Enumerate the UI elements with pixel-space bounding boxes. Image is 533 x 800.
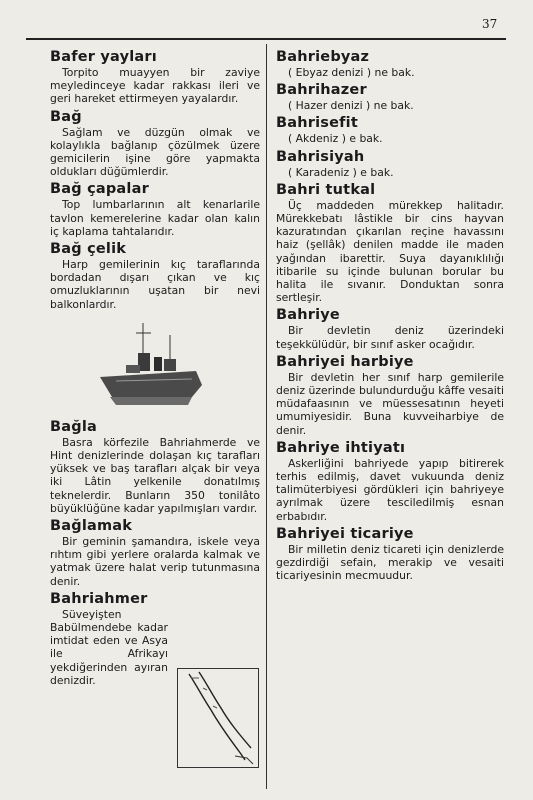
entry-heading: Bahriahmer [50, 590, 148, 607]
entry-heading: Bahriye ihtiyatı [276, 439, 406, 456]
entry-text: Top lumbarlarının alt kenarlarile tavlon kemerelerine kadar olan kalın iç kaplama tahtalarıdır. [50, 198, 260, 238]
entry-text: ( Hazer denizi ) ne bak. [288, 99, 414, 113]
entry-text: Sağlam ve düzgün olmak ve kolaylıkla bağlanıp çözülmek üzere gemicilerin işine göre yapmakta oldukları düğümlerdir. [50, 125, 260, 179]
entry-heading: Bahrihazer [276, 82, 367, 99]
entry-text: Torpito muayyen bir zaviye meyledinceye kadar rakkası ileri ve geri hareket ettirmeyen yayalardır. [50, 66, 260, 106]
page-number: 37 [482, 17, 498, 31]
entry-heading: Bağlamak [50, 518, 133, 535]
left-column [50, 48, 260, 690]
warship-illustration [96, 319, 206, 415]
entry-text: ( Karadeniz ) e bak. [288, 165, 394, 179]
entry-text: ( Ebyaz denizi ) ne bak. [288, 66, 415, 79]
entry-text: Harp gemilerinin kıç taraflarında bordadan dışarı çıkan ve kıç omuzluklarının uşatan bir nevi balkonlardır. [50, 258, 260, 311]
entry-text: Bir geminin şamandıra, iskele veya rıhtım gibi yerlere oralarda kalmak ve yatmak üzere halat verip tutunmasına denir. [50, 535, 260, 588]
entry-text: Basra körfezile Bahriahmerde ve Hint denizlerinde dolaşan kıç tarafları yüksek ve baş tarafları alçak bir veya iki Lâtin yelkenile donatılmış teknelerdir. Bunların 350 tonilâto büyüklüğüne kadar yapılmışları vardır. [50, 435, 260, 515]
entry-heading: Bahri tutkal [276, 181, 376, 198]
entry-text: ( Akdeniz ) e bak. [288, 132, 383, 146]
entry-heading: Bahrisefit [276, 115, 358, 132]
entry-text: Üç maddeden mürekkep halitadır. Mürekkebatı lâstikle bir cins hayvan kazuratından çıkarılan reçine havassını haiz (şellâk) denilen madde ile maden yağından ibarettir. Suya dayanıklılığı itibarile su içinde bulunan borular bu halita ile sıvanır. Donduktan sonra sertleşir. [276, 198, 504, 305]
entry-heading: Bahriyei ticariye [276, 525, 414, 542]
entry-text: Süveyişten Babülmendebe kadar imtidat eden ve Asya ile Afrikayı yekdiğerinden ayıran denizdir. [50, 607, 168, 687]
entry-heading: Bahriebyaz [276, 49, 370, 65]
entry-heading: Bahrisiyah [276, 148, 365, 165]
entry-text: Bir milletin deniz ticareti için denizlerde gezdirdiği sefain, merakip ve vesaiti ticariyesinin mecmuudur. [276, 542, 504, 583]
entry-heading: Bağ [50, 108, 82, 125]
entry-text: Askerliğini bahriyede yapıp bitirerek terhis edilmiş, davet vukuunda deniz talimüterbiyesi gördükleri için bahriyeye ayrılmak üzere tesciledilmiş esnan erbabıdır. [276, 456, 504, 523]
entry-heading: Bafer yayları [50, 49, 157, 65]
entry-heading: Bahriyei harbiye [276, 353, 414, 370]
entry-heading: Bağla [50, 418, 97, 435]
entry-heading: Bağ çapalar [50, 181, 149, 198]
top-rule [26, 38, 506, 40]
entry-text: Bir devletin her sınıf harp gemilerile deniz üzerinde bulundurduğu kâffe vesaiti müdafaasının ve müessesatının heyeti umumiyesidir. Buna kuvveiharbiye de denir. [276, 370, 504, 437]
column-divider [266, 44, 267, 789]
right-column [276, 48, 504, 585]
entry-heading: Bahriye [276, 307, 340, 324]
entry-heading: Bağ çelik [50, 241, 127, 258]
entry-text: Bir devletin deniz üzerindeki teşekkülüdür, bir sınıf asker ocağıdır. [276, 324, 504, 351]
red-sea-map [177, 668, 259, 768]
